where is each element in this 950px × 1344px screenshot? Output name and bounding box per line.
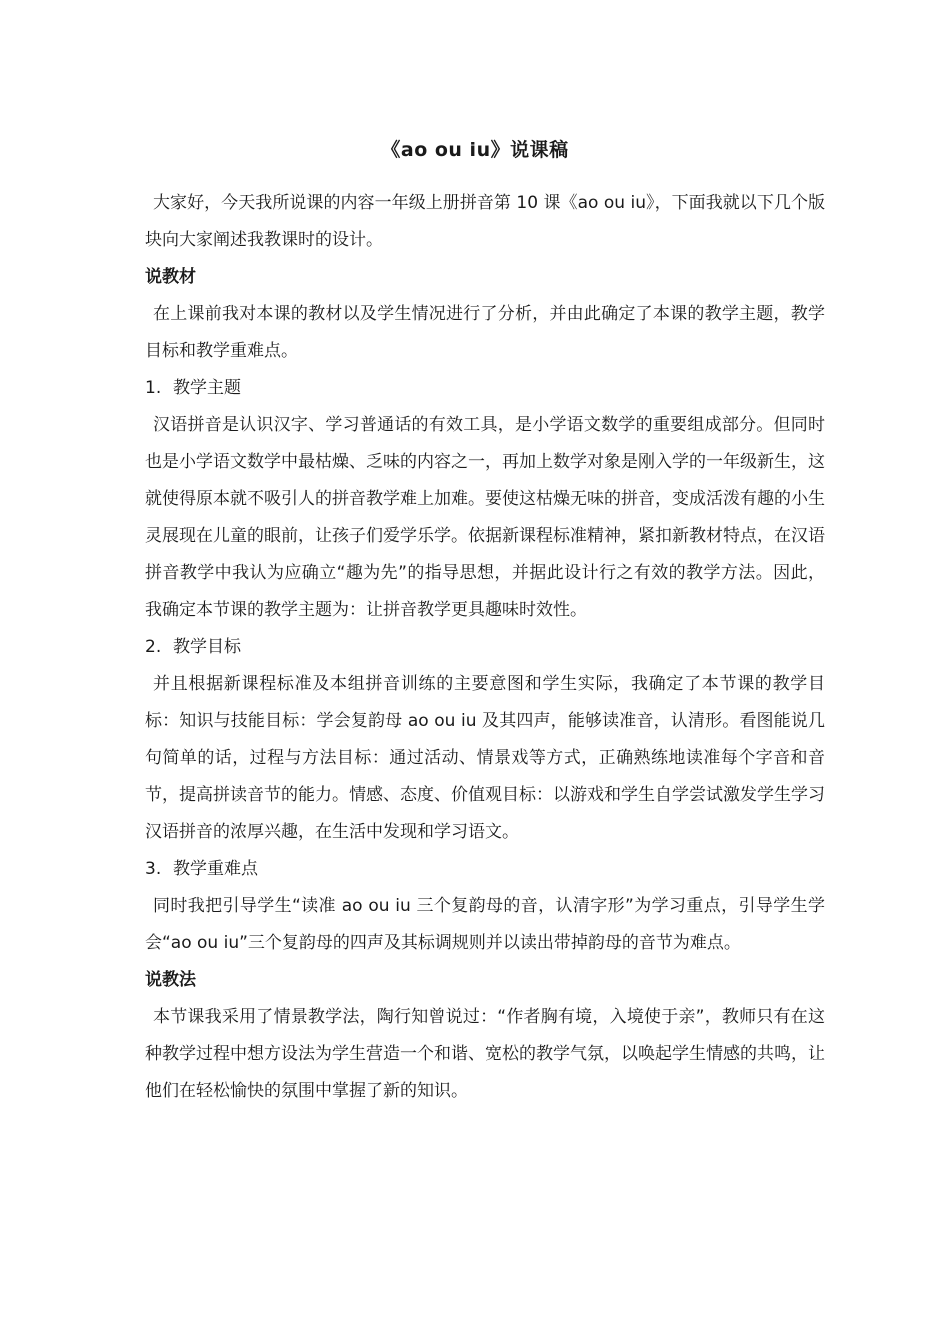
teaching-goals-paragraph: 并且根据新课程标准及本组拼音训练的主要意图和学生实际，我确定了本节课的教学目标：知识与技能目标：学会复韵母 ao ou iu 及其四声，能够读准音，认清形。看图能说几句简单的话，过程与方法目标：通过活动、情景戏等方式，正确熟练地读准每个字音和音节，提高拼读音节的能力。情感、态度、价值观目标：以游戏和学生自学尝试激发学生学习汉语拼音的浓厚兴趣，在生活中发现和学习语文。 [145,674,825,842]
list-label: 教学主题 [173,378,241,398]
list-label: 教学目标 [173,637,241,657]
key-points-paragraph: 同时我把引导学生“读准 ao ou iu 三个复韵母的音，认清字形”为学习重点，引导学生学会“ao ou iu”三个复韵母的四声及其标调规则并以读出带掉韵母的音节为难点。 [145,896,825,953]
textbook-paragraph: 在上课前我对本课的教材以及学生情况进行了分析，并由此确定了本课的教学主题，教学目标和教学重难点。 [145,304,825,361]
list-label: 教学重难点 [173,859,258,879]
list-number: 3. [145,859,162,879]
section-heading-method: 说教法 [145,970,196,990]
document-title: 《ao ou iu》说课稿 [381,139,569,161]
list-number: 2. [145,637,162,657]
section-heading-textbook: 说教材 [145,267,196,287]
method-paragraph: 本节课我采用了情景教学法，陶行知曾说过：“作者胸有境，入境使于亲”，教师只有在这种教学过程中想方设法为学生营造一个和谐、宽松的教学气氛，以唤起学生情感的共鸣，让他们在轻松愉快的氛围中掌握了新的知识。 [145,1007,825,1101]
intro-paragraph: 大家好，今天我所说课的内容一年级上册拼音第 10 课《ao ou iu》，下面我就以下几个版块向大家阐述我教课时的设计。 [145,193,825,250]
list-number: 1. [145,378,162,398]
teaching-theme-paragraph: 汉语拼音是认识汉字、学习普通话的有效工具，是小学语文数学的重要组成部分。但同时也是小学语文数学中最枯燥、乏味的内容之一，再加上数学对象是刚入学的一年级新生，这就使得原本就不吸引人的拼音教学难上加难。要使这枯燥无味的拼音，变成活泼有趣的小生灵展现在儿童的眼前，让孩子们爱学乐学。依据新课程标准精神，紧扣新教材特点，在汉语拼音教学中我认为应确立“趣为先”的指导思想，并据此设计行之有效的教学方法。因此，我确定本节课的教学主题为：让拼音教学更具趣味时效性。 [145,415,825,620]
list-item-teaching-theme [145,370,825,407]
document-body [145,185,825,1110]
list-item-teaching-goals [145,629,825,666]
list-item-key-points [145,851,825,888]
